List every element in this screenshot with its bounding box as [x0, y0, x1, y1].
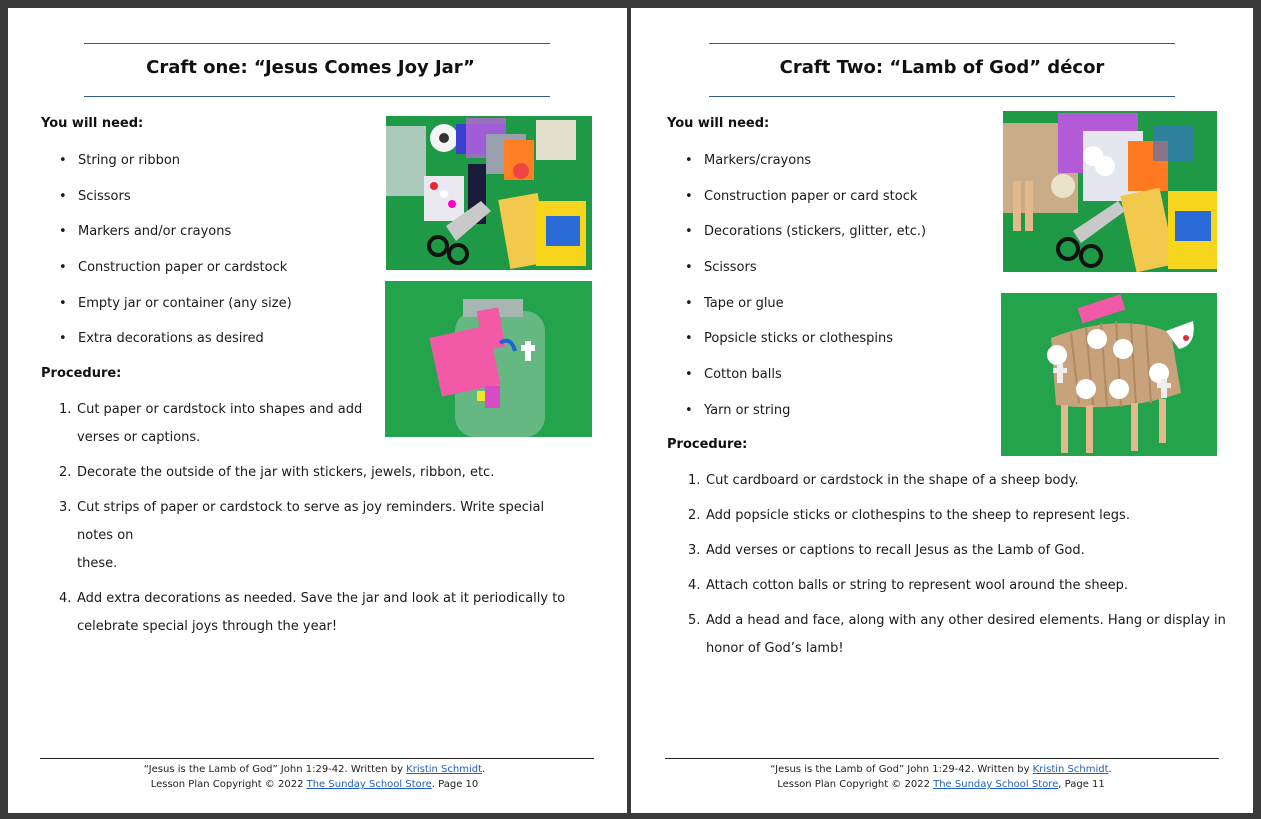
- step-number: 4.: [59, 591, 72, 606]
- footer-copyright: Lesson Plan Copyright © 2022: [150, 779, 307, 790]
- material-item: • Tape or glue: [667, 294, 987, 330]
- footer-line-2: [631, 777, 1253, 792]
- procedure-label: Procedure:: [41, 366, 122, 381]
- title-rule-bottom: [84, 96, 550, 97]
- footer-citation: “Jesus is the Lamb of God” John 1:29-42. Written by: [770, 764, 1033, 775]
- footer-punct: .: [1108, 764, 1112, 775]
- procedure-step: [59, 494, 579, 578]
- step-text: Cut cardboard or cardstock in the shape of a sheep body.: [706, 473, 1079, 488]
- step-number: 4.: [688, 578, 701, 593]
- materials-list: [41, 151, 381, 365]
- craft-supplies-photo: [386, 116, 592, 270]
- title-rule-top: [709, 43, 1175, 44]
- step-number: 5.: [688, 613, 701, 628]
- page-title: Craft one: “Jesus Comes Joy Jar”: [146, 57, 475, 78]
- footer-citation: “Jesus is the Lamb of God” John 1:29-42. Written by: [143, 764, 407, 775]
- step-number: 2.: [688, 508, 701, 523]
- footer-punct: .: [482, 764, 486, 775]
- footer-line-1: [8, 762, 627, 777]
- step-text: Add verses or captions to recall Jesus as the Lamb of God.: [706, 543, 1085, 558]
- material-item: • Yarn or string: [667, 401, 987, 437]
- footer-line-2: [8, 777, 627, 792]
- step-text: verses or captions.: [77, 430, 201, 445]
- step-text: Cut strips of paper or cardstock to serve as joy reminders. Write special notes on: [77, 500, 545, 543]
- material-item: • Extra decorations as desired: [41, 329, 381, 365]
- procedure-step: [688, 572, 1228, 600]
- material-item: • Scissors: [667, 258, 987, 294]
- you-will-need-label: You will need:: [41, 116, 144, 131]
- author-link[interactable]: Kristin Schmidt: [406, 764, 483, 775]
- material-item: • Markers and/or crayons: [41, 222, 381, 258]
- step-text: these.: [77, 556, 118, 571]
- title-rule-bottom: [709, 96, 1175, 97]
- step-text: honor of God’s lamb!: [706, 641, 844, 656]
- footer-rule: [665, 758, 1219, 759]
- store-link[interactable]: The Sunday School Store: [306, 779, 432, 790]
- author-link[interactable]: Kristin Schmidt: [1032, 764, 1109, 775]
- title-rule-top: [84, 43, 550, 44]
- page-left: [8, 8, 627, 813]
- step-text: Attach cotton balls or string to represent wool around the sheep.: [706, 578, 1128, 593]
- procedure-step: [688, 467, 1228, 495]
- step-text: Add extra decorations as needed. Save the jar and look at it periodically to: [77, 591, 566, 606]
- step-text: Decorate the outside of the jar with stickers, jewels, ribbon, etc.: [77, 465, 495, 480]
- store-link[interactable]: The Sunday School Store: [933, 779, 1059, 790]
- material-item: • String or ribbon: [41, 151, 381, 187]
- footer-page-number: , Page 11: [1058, 779, 1105, 790]
- material-item: • Empty jar or container (any size): [41, 294, 381, 330]
- step-number: 3.: [59, 500, 72, 515]
- materials-list: [667, 151, 987, 437]
- page-footer: [631, 762, 1253, 792]
- material-item: • Construction paper or cardstock: [41, 258, 381, 294]
- step-number: 2.: [59, 465, 72, 480]
- procedure-step: [688, 607, 1228, 663]
- procedure-step: [688, 502, 1228, 530]
- material-item: • Scissors: [41, 187, 381, 223]
- procedure-list: [688, 467, 1228, 670]
- page-title: Craft Two: “Lamb of God” décor: [779, 57, 1105, 78]
- lamb-craft-photo: [1001, 293, 1217, 456]
- joy-jar-photo: [385, 281, 592, 437]
- step-text: Cut paper or cardstock into shapes and add: [77, 402, 363, 417]
- material-item: • Popsicle sticks or clothespins: [667, 329, 987, 365]
- footer-line-1: [631, 762, 1253, 777]
- step-number: 1.: [59, 402, 72, 417]
- material-item: • Construction paper or card stock: [667, 187, 987, 223]
- procedure-step: [59, 459, 579, 487]
- material-item: • Cotton balls: [667, 365, 987, 401]
- step-number: 1.: [688, 473, 701, 488]
- procedure-step: [59, 585, 579, 641]
- step-text: Add a head and face, along with any other desired elements. Hang or display in: [706, 613, 1226, 628]
- you-will-need-label: You will need:: [667, 116, 770, 131]
- footer-rule: [40, 758, 594, 759]
- craft-supplies-photo: [1003, 111, 1217, 272]
- page-footer: [8, 762, 627, 792]
- page-right: [631, 8, 1253, 813]
- procedure-step: [688, 537, 1228, 565]
- material-item: • Markers/crayons: [667, 151, 987, 187]
- footer-copyright: Lesson Plan Copyright © 2022: [777, 779, 934, 790]
- material-item: • Decorations (stickers, glitter, etc.): [667, 222, 987, 258]
- step-number: 3.: [688, 543, 701, 558]
- footer-page-number: . Page 10: [431, 779, 479, 790]
- procedure-label: Procedure:: [667, 437, 748, 452]
- step-text: celebrate special joys through the year!: [77, 619, 338, 634]
- step-text: Add popsicle sticks or clothespins to the sheep to represent legs.: [706, 508, 1130, 523]
